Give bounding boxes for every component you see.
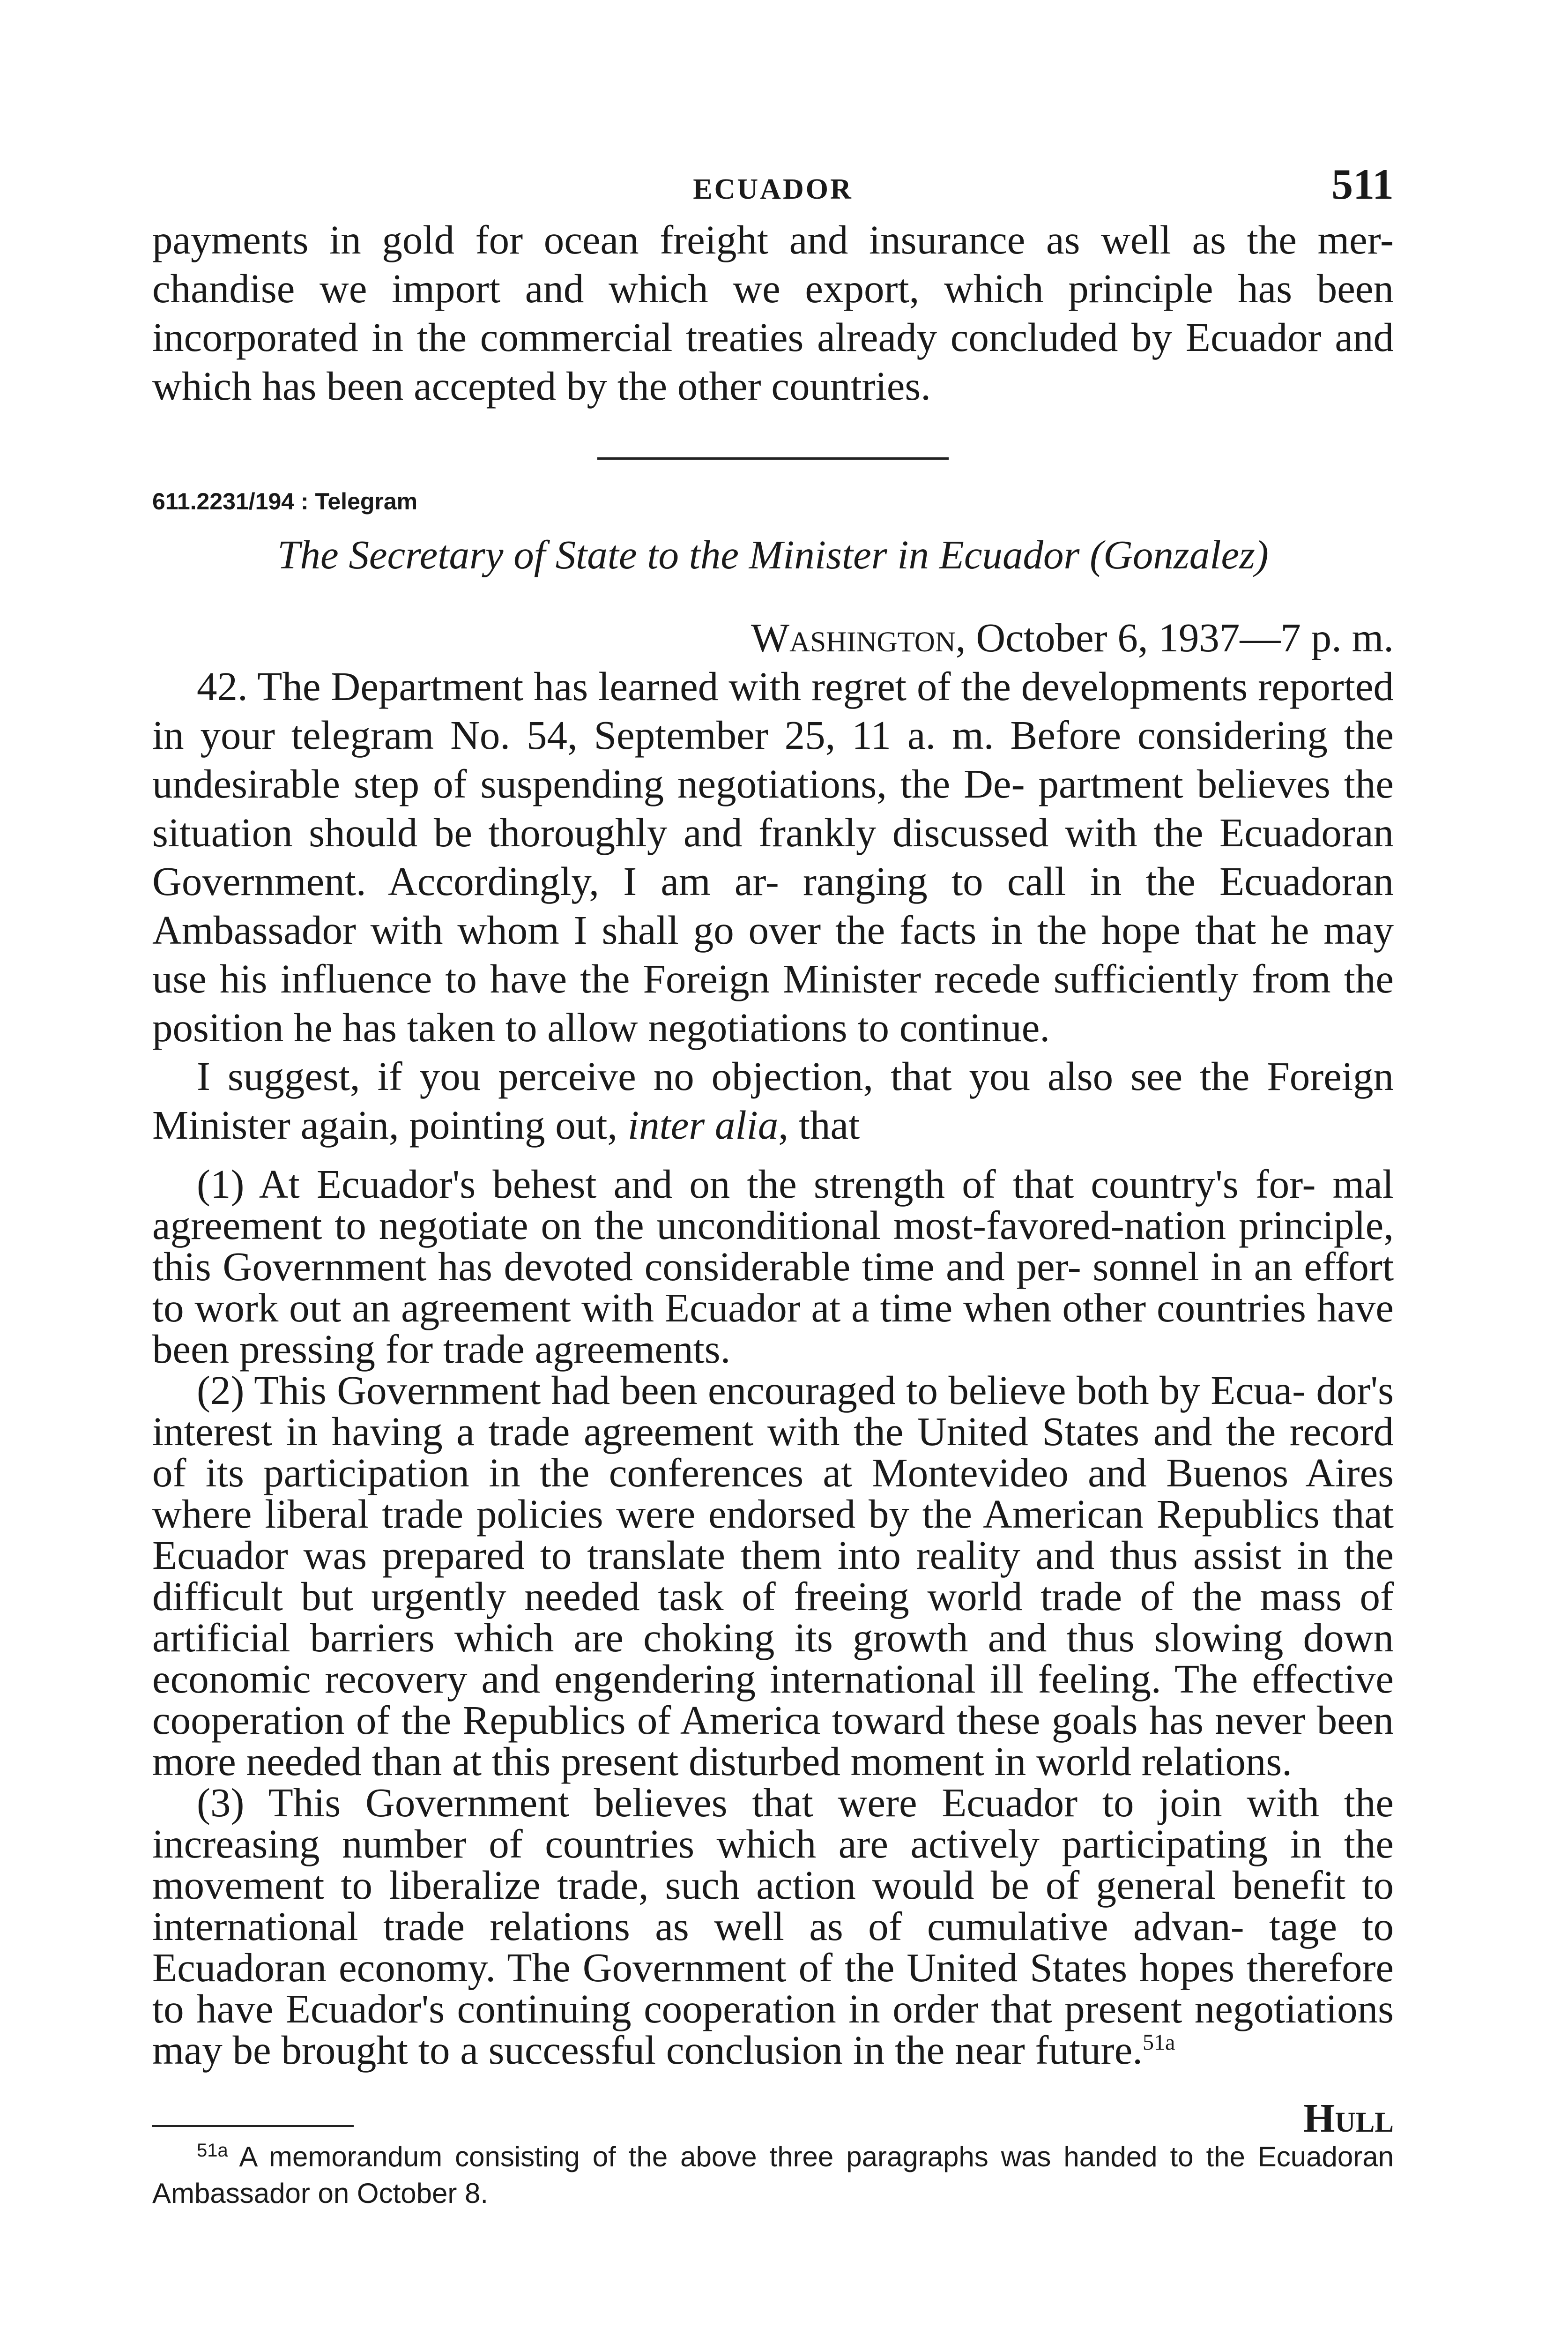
suggest-text-end: , that xyxy=(778,1102,860,1148)
point-3 xyxy=(152,1782,1394,2071)
dateline-date: , October 6, 1937—7 p. m. xyxy=(955,615,1394,660)
footnote-ref: 51a xyxy=(1142,2030,1175,2055)
section-divider xyxy=(597,457,949,460)
document-heading: The Secretary of State to the Minister in Ecuador (Gonzalez) xyxy=(277,532,1269,577)
page-number: 511 xyxy=(1331,160,1394,208)
document-page xyxy=(152,159,1394,2212)
running-title: ECUADOR xyxy=(693,173,853,205)
point-3-text: (3) This Government believes that were Ecuador to join with the increasing number of countries which are actively participating in the movement to liberalize trade, such action would be of general benefit to international trade relations as well as of cumulative advan- tage to Ecuadoran economy. The Government of the United States hopes therefore to have Ecuador's continuing cooperation in order that present negotiations may be brought to a successful conclusion in the near future. xyxy=(152,1780,1394,2073)
opening-paragraph: payments in gold for ocean freight and insurance as well as the mer- chandise we import and which we export, which principle has been incorporated in the commercial treaties already concluded by Ecuador and which has been accepted by the other countries. xyxy=(152,217,1394,409)
dateline-place: Washington xyxy=(751,615,956,660)
footnote-marker: 51a xyxy=(197,2140,228,2161)
footnote-divider xyxy=(152,2125,354,2127)
paragraph-42: 42. The Department has learned with regret of the developments reported in your telegram No. 54, September 25, 11 a. m. Before considering the undesirable step of suspending negotiations, the De- partment believes the situation should be thoroughly and frankly discussed with the Ecuadoran Government. Accordingly, I am ar- ranging to call in the Ecuadoran Ambassador with whom I shall go over the facts in the hope that he may use his influence to have the Foreign Minister recede sufficiently from the position he has taken to allow negotiations to continue. xyxy=(152,664,1394,1050)
suggest-text-start: I suggest, if you perceive no objection, that you also see the Foreign Minister again, pointing out, xyxy=(152,1053,1394,1148)
footnote-text: A memorandum consisting of the above three paragraphs was handed to the Ecuadoran Ambassador on October 8. xyxy=(152,2141,1394,2209)
signature: Hull xyxy=(1303,2095,1394,2141)
point-2: (2) This Government had been encouraged to believe both by Ecua- dor's interest in having a trade agreement with the United States and the record of its participation in the conferences at Montevideo and Buenos Aires where liberal trade policies were endorsed by the American Republics that Ecuador was prepared to translate them into reality and thus assist in the difficult but urgently needed task of freeing world trade of the mass of artificial barriers which are choking its growth and thus slowing down economic recovery and engendering international ill feeling. The effective cooperation of the Republics of America toward these goals has never been more needed than at this present disturbed moment in world relations. xyxy=(152,1367,1394,1784)
dateline xyxy=(152,613,1394,662)
document-reference: 611.2231/194 : Telegram xyxy=(152,488,418,515)
running-head xyxy=(152,159,1394,216)
footnote xyxy=(152,2139,1394,2212)
suggest-italic: inter alia xyxy=(627,1102,779,1148)
point-1: (1) At Ecuador's behest and on the strength of that country's for- mal agreement to negotiate on the unconditional most-favored-nation principle, this Government has devoted considerable time and per- sonnel in an effort to work out an agreement with Ecuador at a time when other countries have been pressing for trade agreements. xyxy=(152,1161,1394,1372)
numbered-points xyxy=(152,1161,1394,2073)
paragraph-suggest xyxy=(152,1052,1394,1149)
